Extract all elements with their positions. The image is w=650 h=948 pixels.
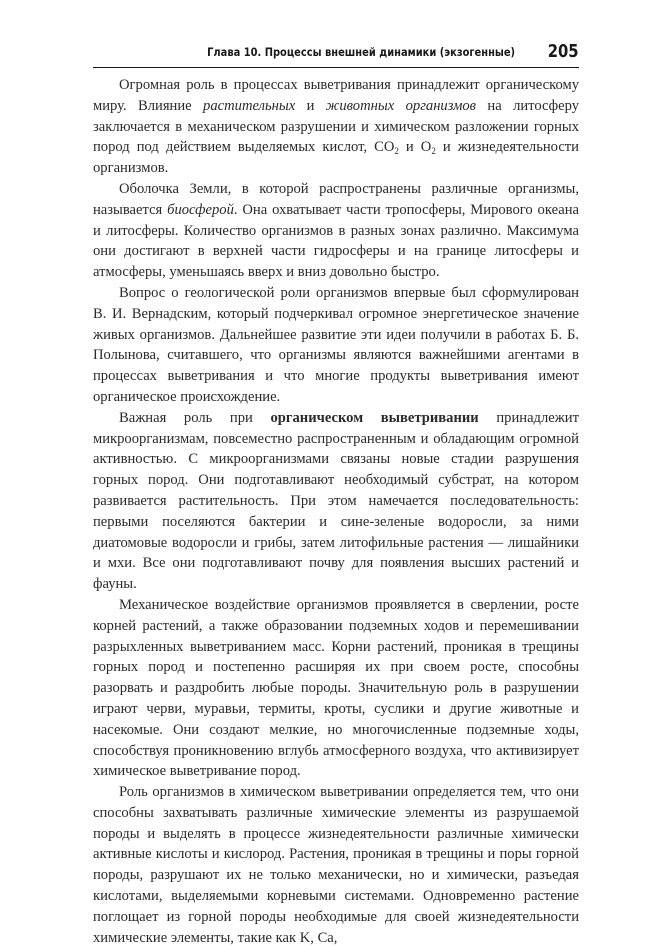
text-run: и жизнедеятельности организмов. (93, 139, 579, 177)
text-run: . Она охватывает части тропосферы, Мирового океана и литосферы. Количество организмов в разных зонах различно. Максимума они достигают в верхней части гидросферы и на границе литосферы и атмосферы, уменьшаясь вверх и вниз довольно быстро. (93, 201, 579, 281)
text-italic: животных организмов (325, 97, 477, 114)
chapter-title: Глава 10. Процессы внешней динамики (экзогенные) (207, 45, 515, 59)
body-text (93, 75, 579, 948)
text-bold: органическом выветривании (270, 409, 479, 426)
paragraph (93, 595, 579, 782)
text-sub: 2 (431, 146, 436, 157)
text-run: Важная роль при (119, 409, 271, 426)
text-run: Механическое воздействие организмов проявляется в сверлении, росте корней растений, а также образовании подземных ходов и перемешивании разрыхленных выветриванием масс. Корни растений, проникая в трещины горных пород и постепенно расширяя их при своем росте, способны разорвать и раздробить любые породы. Значительную роль в разрушении играют черви, муравьи, термиты, кроты, суслики и другие животные и насекомые. Они создают мелкие, но многочисленные подземные ходы, способствуя проникновению вглубь атмосферного воздуха, что активизирует химическое выветривание пород. (93, 596, 579, 780)
paragraph (93, 408, 579, 595)
running-head (93, 40, 579, 68)
paragraph (93, 75, 579, 179)
text-run: Вопрос о геологической роли организмов впервые был сформулирован В. И. Вернадским, который подчеркивал огромное энергетическое значение живых организмов. Дальнейшее развитие эти идеи получили в работах Б. Б. Полынова, считавшего, что организмы являются важнейшими агентами в процессах выветривания и что многие продукты выветривания имеют органическое происхождение. (93, 284, 579, 405)
text-sub: 2 (394, 146, 399, 157)
text-run: принадлежит микроорганизмам, повсеместно распространенным и обладающим огромной активностью. С микроорганизмами связаны новые стадии разрушения горных пород. Они подготавливают необходимый субстрат, на котором развивается растительность. При этом намечается последовательность: первыми поселяются бактерии и сине-зеленые водоросли, за ними диатомовые водоросли и грибы, затем литофильные растения — лишайники и мхи. Все они подготавливают почву для появления высших растений и фауны. (93, 409, 579, 593)
page-number: 205 (548, 41, 579, 62)
text-italic: растительных (203, 97, 296, 114)
paragraph (93, 179, 579, 283)
paragraph (93, 283, 579, 408)
text-run: Роль организмов в химическом выветривании определяется тем, что они способны захватывать различные химические элементы из разрушаемой породы и выделять в процессе жизнедеятельности различные химически активные кислоты и кислород. Растения, проникая в трещины и поры горной породы, разрушают их не только механически, но и химически, разъедая кислотами, выделяемыми корневыми системами. Одновременно растение поглощает из горной породы необходимые для своей жизнедеятельности химические элементы, такие как K, Ca, (93, 784, 579, 946)
text-run: и O (398, 139, 432, 156)
text-run: Оболочка Земли, в которой распространены различные организмы, называется (93, 180, 579, 218)
text-run: и (295, 97, 326, 114)
text-run: на литосферу заключается в механическом разрушении и химическом разложении горных пород под действием выделяемых кислот, CO (93, 97, 579, 156)
paragraph (93, 782, 579, 948)
text-run: Огромная роль в процессах выветривания принадлежит органическому миру. Влияние (93, 77, 579, 114)
text-italic: биосферой (167, 201, 234, 218)
